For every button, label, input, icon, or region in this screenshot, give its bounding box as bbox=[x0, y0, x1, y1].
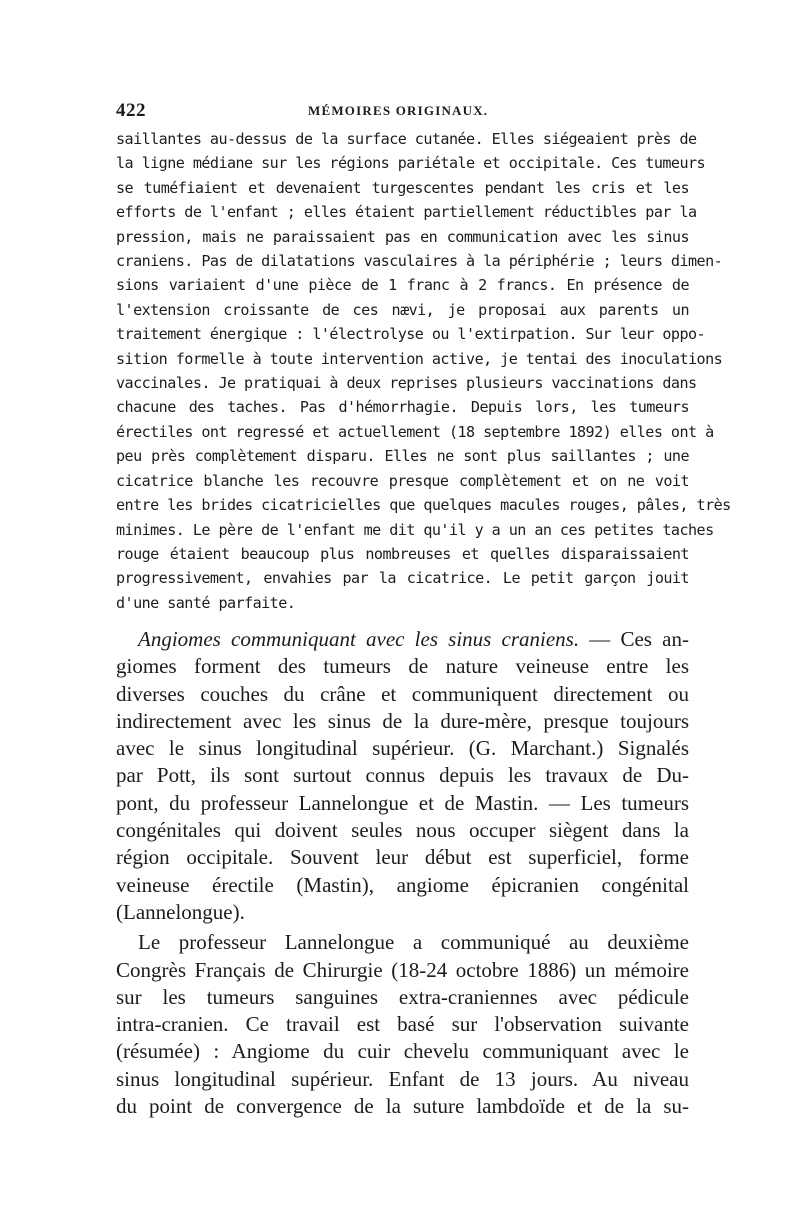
text-line: veineuse érectile (Mastin), angiome épicranien congénital bbox=[116, 872, 689, 897]
text-line: saillantes au-dessus de la surface cutanée. Elles siégeaient près de bbox=[116, 130, 697, 148]
text-line: vaccinales. Je pratiquai à deux reprises plusieurs vaccinations dans bbox=[116, 374, 697, 393]
text-line: l'extension croissante de ces nævi, je proposai aux parents un bbox=[116, 300, 689, 319]
section-heading: Angiomes communiquant avec les sinus craniens. bbox=[138, 627, 580, 651]
running-title: MÉMOIRES ORIGINAUX. bbox=[308, 103, 489, 118]
text-line: minimes. Le père de l'enfant me dit qu'il y a un an ces petites taches bbox=[116, 520, 714, 539]
text-line: cicatrice blanche les recouvre presque complètement et on ne voit bbox=[116, 471, 689, 490]
text-line: traitement énergique : l'électrolyse ou l'extirpation. Sur leur oppo- bbox=[116, 325, 706, 344]
text-line: diverses couches du crâne et communiquent directement ou bbox=[116, 681, 689, 706]
text-line: pont, du professeur Lannelongue et de Mastin. — Les tumeurs bbox=[116, 790, 689, 815]
text-line: progressivement, envahies par la cicatrice. Le petit garçon jouit bbox=[116, 569, 689, 588]
text-line: pression, mais ne paraissaient pas en communication avec les sinus bbox=[116, 227, 689, 246]
text-line: congénitales qui doivent seules nous occuper siègent dans la bbox=[116, 818, 689, 843]
text-line: avec le sinus longitudinal supérieur. (G. Marchant.) Signalés bbox=[116, 736, 689, 761]
section-heading-line bbox=[116, 626, 689, 653]
text-line: craniens. Pas de dilatations vasculaires à la périphérie ; leurs dimen- bbox=[116, 252, 723, 271]
text-line: Le professeur Lannelongue a communiqué au deuxième bbox=[138, 930, 689, 955]
text-line: la ligne médiane sur les régions pariétale et occipitale. Ces tumeurs bbox=[116, 154, 706, 173]
text-line: par Pott, ils sont surtout connus depuis les travaux de Du- bbox=[116, 763, 689, 788]
section-heading-continuation: — Ces an- bbox=[579, 627, 689, 651]
text-line: érectiles ont regressé et actuellement (18 septembre 1892) elles ont à bbox=[116, 422, 714, 441]
section-angiomes bbox=[116, 626, 689, 1120]
text-line: sur les tumeurs sanguines extra-craniennes avec pédicule bbox=[116, 984, 689, 1009]
text-line: (résumée) : Angiome du cuir chevelu communiquant avec le bbox=[116, 1039, 689, 1064]
text-line: sition formelle à toute intervention active, je tentai des inoculations bbox=[116, 349, 723, 368]
text-line: se tuméfiaient et devenaient turgescentes pendant les cris et les bbox=[116, 178, 689, 197]
text-line: Congrès Français de Chirurgie (18-24 octobre 1886) un mémoire bbox=[116, 957, 689, 982]
text-line: chacune des taches. Pas d'hémorrhagie. Depuis lors, les tumeurs bbox=[116, 398, 689, 417]
text-line: entre les brides cicatricielles que quelques macules rouges, pâles, très bbox=[116, 496, 731, 515]
text-line: sinus longitudinal supérieur. Enfant de 13 jours. Au niveau bbox=[116, 1066, 689, 1091]
paragraph-continuation bbox=[116, 127, 731, 615]
text-line: giomes forment des tumeurs de nature veineuse entre les bbox=[116, 654, 689, 679]
running-head bbox=[116, 100, 676, 126]
text-line: sions variaient d'une pièce de 1 franc à 2 francs. En présence de bbox=[116, 276, 689, 295]
text-line: peu près complètement disparu. Elles ne sont plus saillantes ; une bbox=[116, 447, 689, 466]
page-number: 422 bbox=[116, 100, 146, 121]
text-line: région occipitale. Souvent leur début est superficiel, forme bbox=[116, 845, 689, 870]
text-line: intra-cranien. Ce travail est basé sur l'observation suivante bbox=[116, 1012, 689, 1037]
text-line: d'une santé parfaite. bbox=[116, 593, 296, 612]
text-line: rouge étaient beaucoup plus nombreuses et quelles disparaissaient bbox=[116, 544, 689, 563]
text-line: indirectement avec les sinus de la dure-mère, presque toujours bbox=[116, 708, 689, 733]
text-line: (Lannelongue). bbox=[116, 899, 245, 924]
text-line: du point de convergence de la suture lambdoïde et de la su- bbox=[116, 1094, 689, 1119]
text-line: efforts de l'enfant ; elles étaient partiellement réductibles par la bbox=[116, 203, 697, 222]
